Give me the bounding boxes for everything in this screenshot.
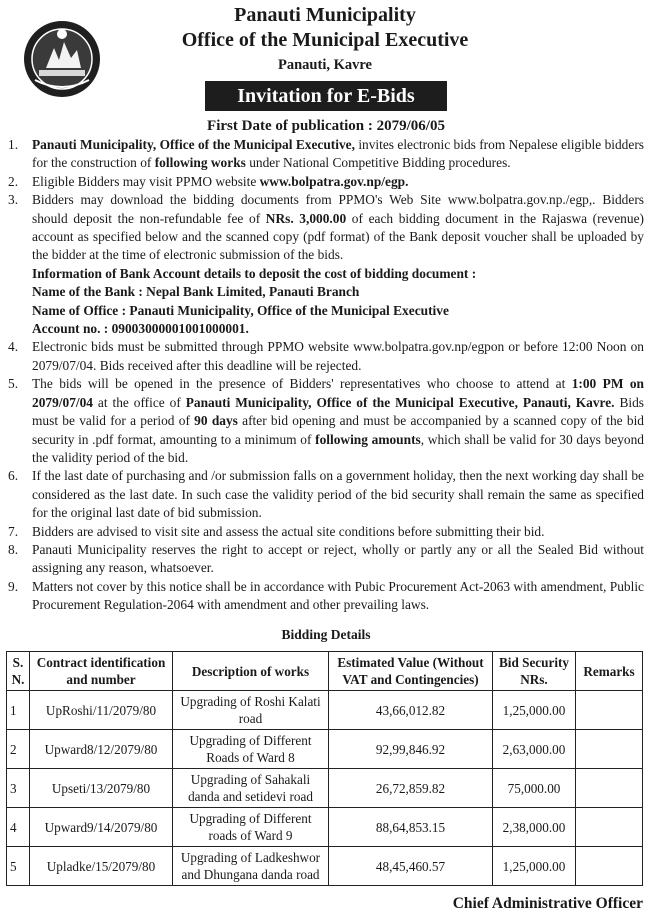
cell-description: Upgrading of Different Roads of Ward 8 <box>173 730 329 769</box>
cell-description: Upgrading of Different roads of Ward 9 <box>173 808 329 847</box>
cell-sn: 3 <box>7 769 30 808</box>
org-name: Panauti Municipality <box>234 4 416 26</box>
clause-text: Panauti Municipality reserves the right to accept or reject, wholly or partly any or all the Sealed Bid without assigning any reason, whatsoever. <box>32 541 644 576</box>
table-row <box>7 808 643 847</box>
cell-contract-id: Upseti/13/2079/80 <box>30 769 173 808</box>
clause-number: 1. <box>8 137 19 152</box>
cell-estimated-value: 48,45,460.57 <box>329 847 493 886</box>
cell-remarks <box>576 808 643 847</box>
clause-item <box>8 541 644 578</box>
clause-item <box>8 375 644 467</box>
clause-number: 7. <box>8 523 19 539</box>
location: Panauti, Kavre <box>278 57 372 73</box>
bank-name: Name of the Bank : Nepal Bank Limited, Panauti Branch <box>32 284 360 300</box>
clause-number: 9. <box>8 578 19 594</box>
clause-item <box>8 136 644 173</box>
col-contract-id: Contract identification and number <box>30 652 173 691</box>
cell-bid-security: 2,38,000.00 <box>493 808 576 847</box>
cell-estimated-value: 92,99,846.92 <box>329 730 493 769</box>
table-row <box>7 691 643 730</box>
cell-remarks <box>576 769 643 808</box>
cell-remarks <box>576 691 643 730</box>
clause-text: Matters not cover by this notice shall be in accordance with Pubic Procurement Act-2063 with amendment, Public Procurement Regulation-2064 with amendment and other prevailing laws. <box>32 578 644 613</box>
table-caption: Bidding Details <box>281 627 371 642</box>
col-bid-security: Bid Security NRs. <box>493 652 576 691</box>
cell-bid-security: 2,63,000.00 <box>493 730 576 769</box>
cell-contract-id: UpRoshi/11/2079/80 <box>30 691 173 730</box>
cell-remarks <box>576 847 643 886</box>
cell-contract-id: Upladke/15/2079/80 <box>30 847 173 886</box>
clause-item <box>8 173 644 191</box>
clause-text: If the last date of purchasing and /or submission falls on a government holiday, then the next working day shall be considered as the last date. In such case the validity period of the bid security shall remain the same as specified for the original last date of bid submission. <box>32 468 644 521</box>
cell-contract-id: Upward9/14/2079/80 <box>30 808 173 847</box>
clause-number: 6. <box>8 468 19 484</box>
cell-description: Upgrading of Roshi Kalati road <box>173 691 329 730</box>
clause-text: Electronic bids must be submitted through PPMO website www.bolpatra.gov.np/egpon or before 12:00 Noon on 2079/07/04. Bids received after this deadline will be rejected. <box>32 339 644 373</box>
cell-sn: 5 <box>7 847 30 886</box>
cell-remarks <box>576 730 643 769</box>
notice-body <box>8 136 644 615</box>
clauses-list-continued <box>8 338 644 614</box>
cell-bid-security: 1,25,000.00 <box>493 691 576 730</box>
cell-bid-security: 1,25,000.00 <box>493 847 576 886</box>
cell-sn: 4 <box>7 808 30 847</box>
col-sn: S. N. <box>7 652 30 691</box>
table-row <box>7 847 643 886</box>
cell-sn: 2 <box>7 730 30 769</box>
clause-number: 2. <box>8 173 19 189</box>
clause-text: Panauti Municipality, Office of the Municipal Executive, invites electronic bids from Nepalese eligible bidders for the construction of following works under National Competitive Bidding procedures. <box>32 137 644 171</box>
table-header-row <box>7 652 643 691</box>
office-name: Office of the Municipal Executive <box>181 29 469 51</box>
col-description: Description of works <box>173 652 329 691</box>
clauses-list <box>8 136 644 265</box>
table-row <box>7 730 643 769</box>
clause-number: 4. <box>8 339 19 355</box>
cell-description: Upgrading of Sahakali danda and setidevi road <box>173 769 329 808</box>
clause-item <box>8 467 644 522</box>
bank-details <box>8 265 644 339</box>
clause-item <box>8 578 644 615</box>
clause-number: 5. <box>8 376 19 392</box>
cell-sn: 1 <box>7 691 30 730</box>
account-number: Account no. : 09003000001001000001. <box>32 321 249 337</box>
cell-description: Upgrading of Ladkeshwor and Dhungana danda road <box>173 847 329 886</box>
clause-text: Eligible Bidders may visit PPMO website www.bolpatra.gov.np/egp. <box>32 173 409 189</box>
clause-number: 3. <box>8 192 19 208</box>
clause-item <box>8 523 644 541</box>
table-row <box>7 769 643 808</box>
col-estimated-value: Estimated Value (Without VAT and Contingencies) <box>329 652 493 691</box>
bank-info-heading: Information of Bank Account details to deposit the cost of bidding document : <box>32 265 477 281</box>
cell-estimated-value: 88,64,853.15 <box>329 808 493 847</box>
publication-date: First Date of publication : 2079/06/05 <box>207 118 445 134</box>
bidding-details-table <box>6 651 643 886</box>
clause-item <box>8 338 644 375</box>
clause-item <box>8 191 644 265</box>
clause-text: The bids will be opened in the presence of Bidders' representatives who choose to attend at 1:00 PM on 2079/07/04 at the office of Panauti Municipality, Office of the Municipal Executive, Panauti, Kavre. Bids must be valid for a period of 90 days after bid opening and must be accompanied by a scanned copy of the bid security in .pdf format, amounting to a minimum of following amounts, which shall be valid for 30 days beyond the validity period of the bid. <box>32 376 645 465</box>
municipal-emblem-logo <box>21 18 103 100</box>
clause-text: Bidders may download the bidding documents from PPMO's Web Site www.bolpatra.gov.np./egp,. Bidders should deposit the non-refundable fee of NRs. 3,000.00 of each bidding document in the Rajaswa (revenue) account as specified below and the scanned copy (pdf format) of the Bank deposit voucher shall be uploaded by the bidder at the time of electronic submission of the bids. <box>32 192 644 263</box>
signatory-title: Chief Administrative Officer <box>452 895 643 912</box>
office-account-name: Name of Office : Panauti Municipality, Office of the Municipal Executive <box>32 302 449 318</box>
clause-text: Bidders are advised to visit site and assess the actual site conditions before submitting their bid. <box>32 523 545 539</box>
cell-bid-security: 75,000.00 <box>493 769 576 808</box>
clause-number: 8. <box>8 541 19 557</box>
cell-estimated-value: 43,66,012.82 <box>329 691 493 730</box>
cell-contract-id: Upward8/12/2079/80 <box>30 730 173 769</box>
col-remarks: Remarks <box>576 652 643 691</box>
cell-estimated-value: 26,72,859.82 <box>329 769 493 808</box>
notice-title-banner: Invitation for E-Bids <box>205 81 447 111</box>
